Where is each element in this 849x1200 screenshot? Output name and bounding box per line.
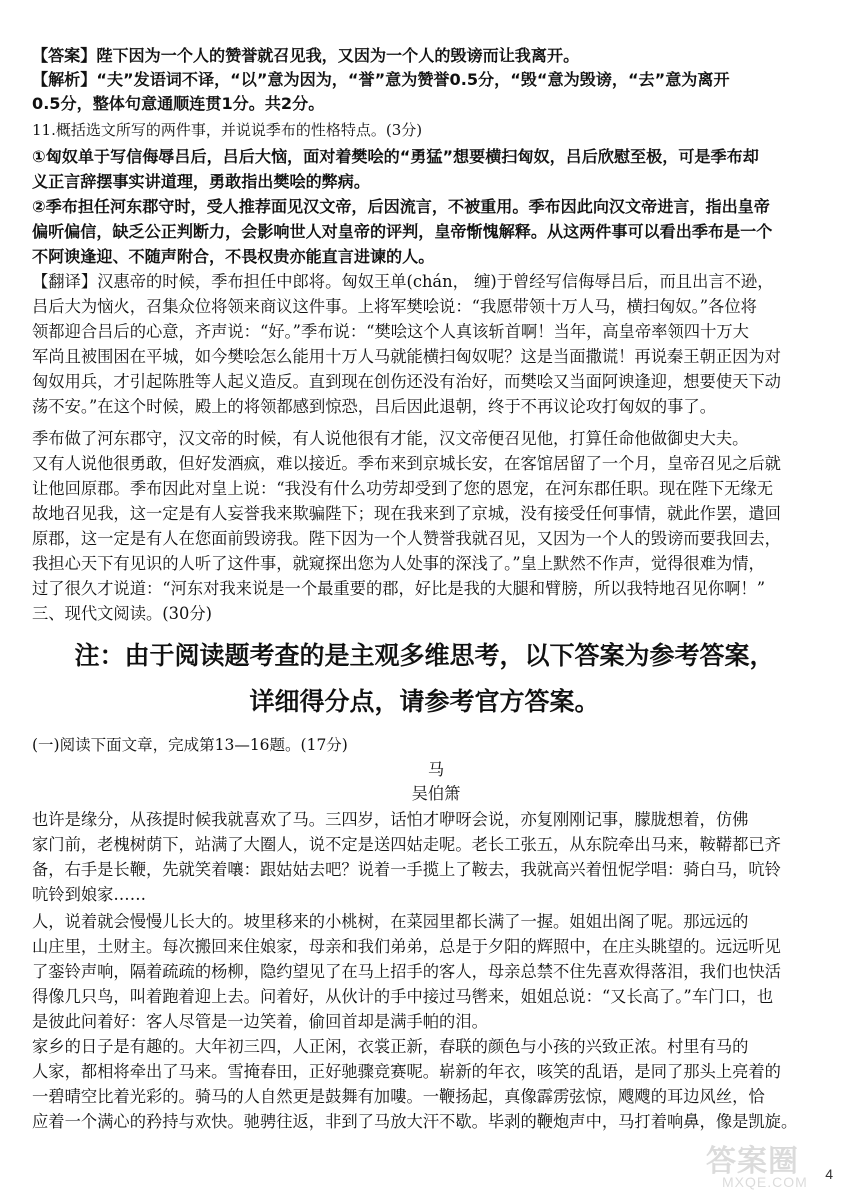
- answer-11-line: 义正言辞摆事实讲道理，勇敢指出樊哙的弊病。: [32, 172, 370, 191]
- watermark: [706, 1136, 834, 1192]
- translation-line: 匈奴用兵，才引起陈胜等人起义造反。直到现在创伤还没有治好，而樊哙又当面阿谀逢迎，想要使天下动: [32, 372, 781, 391]
- article-line: 得像几只鸟，叫着跑着迎上去。问着好，从伙计的手中接过马辔来，姐姐总说：“又长高了。”车门口，也: [32, 987, 774, 1006]
- translation-line: 【翻译】汉惠帝的时候，季布担任中郎将。匈奴王单(chán， 缠)于曾经写信侮辱吕后，而且出言不逊，: [32, 272, 774, 291]
- reference-note: 详细得分点，请参考官方答案。: [249, 687, 600, 716]
- article-line: 人家，都相将牵出了马来。雪掩春田，正好驰骤竞赛呢。崭新的年衣，咳笑的乱语，是同了那头上亮着的: [32, 1062, 781, 1081]
- watermark-text: 答案圈: [706, 1144, 799, 1179]
- translation-line: 我担心天下有见识的人听了这件事，就窥探出您为人处事的深浅了。”皇上默然不作声，觉得很难为情，: [32, 554, 765, 573]
- translation-line: 让他回原郡。季布因此对皇上说：“我没有什么功劳却受到了您的恩宠，在河东郡任职。现在陛下无缘无: [32, 479, 773, 498]
- translation-line: 吕后大为恼火，召集众位将领来商议这件事。上将军樊哙说：“我愿带领十万人马，横扫匈奴。”各位将: [32, 297, 757, 316]
- translation-line: 又有人说他很勇敢，但好发酒疯，难以接近。季布来到京城长安，在客馆居留了一个月，皇帝召见之后就: [32, 454, 781, 473]
- translation-line: 领都迎合吕后的心意，齐声说：“好。”季布说：“樊哙这个人真该斩首啊！当年，高皇帝率领四十万大: [32, 322, 749, 341]
- article-line: 山庄里，土财主。每次搬回来住娘家，母亲和我们弟弟，总是于夕阳的辉照中，在庄头眺望的。远远听见: [32, 937, 781, 956]
- article-author: 吴伯箫: [411, 784, 461, 803]
- article-line: 了銮铃声响，隔着疏疏的杨柳，隐约望见了在马上招手的客人，母亲总禁不住先喜欢得落泪，我们也快活: [32, 962, 781, 981]
- page-number: 4: [825, 1166, 833, 1182]
- watermark-url: MXQE.COM: [722, 1174, 808, 1190]
- article-line: 是彼此问着好：客人尽管是一边笑着，偷回首却是满手帕的泪。: [32, 1012, 488, 1031]
- article-line: 家门前，老槐树荫下，站满了大圈人，说不定是送四姑走呢。老长工张五，从东院牵出马来，鞍鞯都已齐: [32, 835, 781, 854]
- article-line: 也许是缘分，从孩提时候我就喜欢了马。三四岁，话怕才咿呀会说，亦复刚刚记事，朦胧想着，仿佛: [32, 810, 749, 829]
- translation-line: 军尚且被围困在平城，如今樊哙怎么能用十万人马就能横扫匈奴呢？这是当面撒谎！再说秦王朝正因为对: [32, 347, 781, 366]
- answer-11-line: 偏听偏信，缺乏公正判断力，会影响世人对皇帝的评判，皇帝惭愧解释。从这两件事可以看出季布是一个: [32, 222, 773, 241]
- article-line: 人，说着就会慢慢儿长大的。坡里移来的小桃树，在菜园里都长满了一握。姐姐出阁了呢。那远远的: [32, 912, 749, 931]
- article-title: 马: [427, 760, 445, 779]
- article-line: 家乡的日子是有趣的。大年初三四，人正闲，衣裳正新，春联的颜色与小孩的兴致正浓。村里有马的: [32, 1037, 749, 1056]
- answer-11-line: 不阿谀逢迎、不随声附合，不畏权贵亦能直言进谏的人。: [32, 247, 435, 266]
- reference-note: 注：由于阅读题考查的是主观多维思考，以下答案为参考答案，: [74, 641, 775, 670]
- translation-line: 季布做了河东郡守，汉文帝的时候，有人说他很有才能，汉文帝便召见他，打算任命他做御史大夫。: [32, 429, 749, 448]
- translation-line: 荡不安。”在这个时候，殿上的将领都感到惊恐，吕后因此退朝，终于不再议论攻打匈奴的事了。: [32, 397, 716, 416]
- translation-line: 过了很久才说道：“河东对我来说是一个最重要的郡，好比是我的大腿和臂膀，所以我特地召见你啊！”: [32, 579, 766, 598]
- article-line: 备，右手是长鞭，先就笑着嚷：跟姑姑去吧？说着一手揽上了鞍去，我就高兴着忸怩学唱：骑白马，吭铃: [32, 860, 781, 879]
- article-line: 应着一个满心的矜持与欢快。驰骋往返，非到了马放大汗不歇。毕剥的鞭炮声中，马打着响鼻，像是凯旋。: [32, 1112, 798, 1131]
- translation-line: 故地召见我，这一定是有人妄誉我来欺骗陛下；现在我来到了京城，没有接受任何事情，就此作罢，遣回: [32, 504, 781, 523]
- answer-11-line: ①匈奴单于写信侮辱吕后，吕后大恼，面对着樊哙的“勇猛”想要横扫匈奴，吕后欣慰至极，可是季布却: [32, 147, 759, 166]
- translation-line: 原郡，这一定是有人在您面前毁谤我。陛下因为一个人赞誉我就召见，又因为一个人的毁谤而要我回去，: [32, 529, 781, 548]
- answer-11-line: ②季布担任河东郡守时，受人推荐面见汉文帝，后因流言，不被重用。季布因此向汉文帝进言，指出皇帝: [32, 197, 770, 216]
- answer-10-line: 【答案】陛下因为一个人的赞誉就召见我，又因为一个人的毁谤而让我离开。: [32, 46, 580, 65]
- subsection-heading: (一)阅读下面文章，完成第13—16题。(17分): [32, 736, 348, 754]
- section-heading: 三、现代文阅读。(30分): [32, 604, 212, 623]
- article-line: 一碧晴空比着光彩的。骑马的人自然更是鼓舞有加嘍。一鞭扬起，真像霹雳弦惊，飕飕的耳边风丝，恰: [32, 1087, 765, 1106]
- article-line: 吭铃到娘家……: [32, 885, 146, 904]
- analysis-10-line: 0.5分，整体句意通顺连贯1分。共2分。: [32, 94, 325, 113]
- analysis-10-line: 【解析】“夫”发语词不译，“以”意为因为，“誉”意为赞誉0.5分，“毁“意为毁谤，“去”意为离开: [32, 70, 730, 89]
- question-11: 11.概括选文所写的两件事，并说说季布的性格特点。(3分): [32, 121, 423, 139]
